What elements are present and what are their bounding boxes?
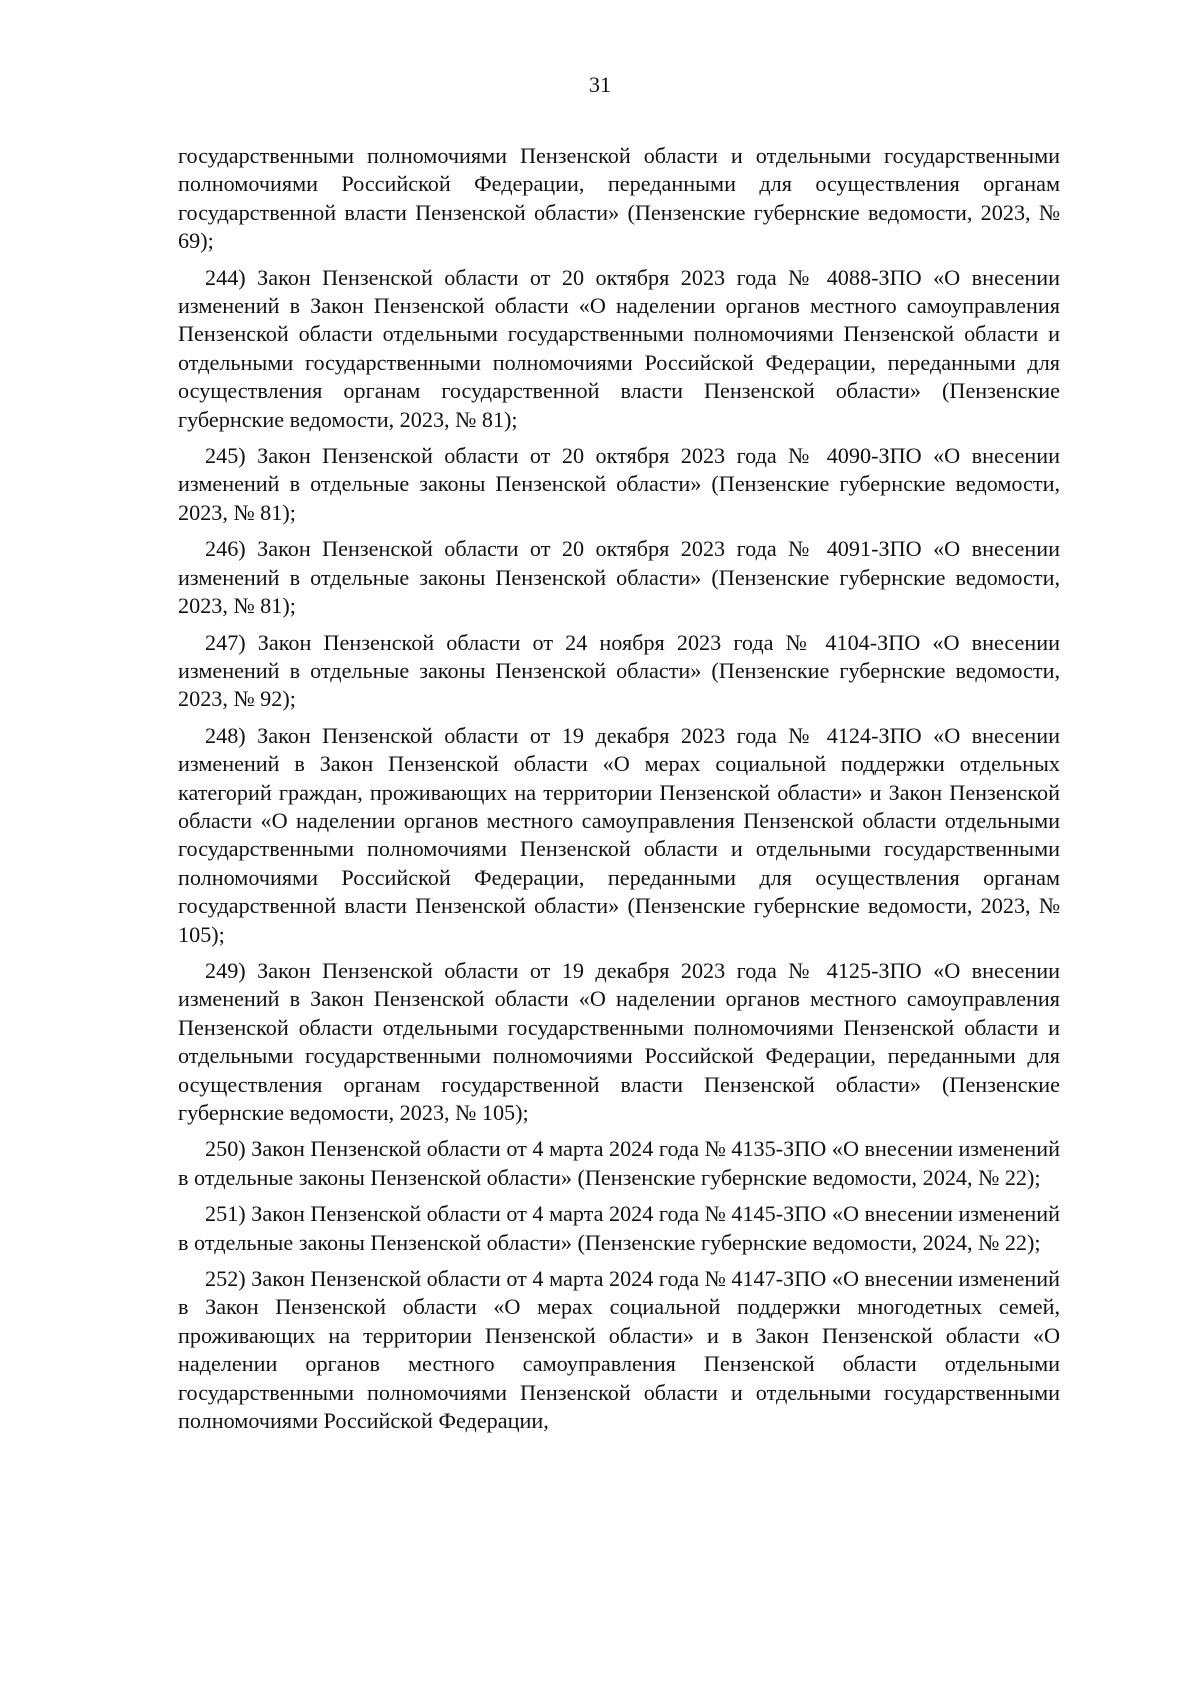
list-item-251: 251) Закон Пензенской области от 4 марта 2024 года № 4145-ЗПО «О внесении изменений в отдельные законы Пензенской области» (Пензенские губернские ведомости, 2024, № 22); xyxy=(178,1201,1060,1255)
list-item-244: 244) Закон Пензенской области от 20 октября 2023 года № 4088-ЗПО «О внесении изменений в Закон Пензенской области «О наделении органов местного самоуправления Пензенской области отдельными государственными полномочиями Пензенской области и отдельными государственными полномочиями Российской Федерации, переданными для осуществления органам государственной власти Пензенской области» (Пензенские губернские ведомости, 2023, № 81); xyxy=(178,264,1060,432)
list-item-247: 247) Закон Пензенской области от 24 ноября 2023 года № 4104-ЗПО «О внесении изменений в отдельные законы Пензенской области» (Пензенские губернские ведомости, 2023, № 92); xyxy=(178,629,1060,712)
list-item-248: 248) Закон Пензенской области от 19 декабря 2023 года № 4124-ЗПО «О внесении изменений в Закон Пензенской области «О мерах социальной поддержки отдельных категорий граждан, проживающих на территории Пензенской области» и Закон Пензенской области «О наделении органов местного самоуправления Пензенской области отдельными государственными полномочиями Пензенской области и отдельными государственными полномочиями Российской Федерации, переданными для осуществления органам государственной власти Пензенской области» (Пензенские губернские ведомости, 2023, № 105); xyxy=(178,722,1060,947)
list-item-249: 249) Закон Пензенской области от 19 декабря 2023 года № 4125-ЗПО «О внесении изменений в Закон Пензенской области «О наделении органов местного самоуправления Пензенской области отдельными государственными полномочиями Пензенской области и отдельными государственными полномочиями Российской Федерации, переданными для осуществления органам государственной власти Пензенской области» (Пензенские губернские ведомости, 2023, № 105); xyxy=(178,957,1060,1125)
page-number: 31 xyxy=(589,72,611,97)
document-body xyxy=(178,142,1060,1443)
list-item-250: 250) Закон Пензенской области от 4 марта 2024 года № 4135-ЗПО «О внесении изменений в отдельные законы Пензенской области» (Пензенские губернские ведомости, 2024, № 22); xyxy=(178,1136,1060,1190)
list-item-252: 252) Закон Пензенской области от 4 марта 2024 года № 4147-ЗПО «О внесении изменений в Закон Пензенской области «О мерах социальной поддержки многодетных семей, проживающих на территории Пензенской области» и в Закон Пензенской области «О наделении органов местного самоуправления Пензенской области отдельными государственными полномочиями Пензенской области и отдельными государственными полномочиями Российской Федерации, xyxy=(178,1266,1060,1434)
paragraph-continuation: государственными полномочиями Пензенской области и отдельными государственными полномочиями Российской Федерации, переданными для осуществления органам государственной власти Пензенской области» (Пензенские губернские ведомости, 2023, № 69); xyxy=(178,143,1060,254)
list-item-246: 246) Закон Пензенской области от 20 октября 2023 года № 4091-ЗПО «О внесении изменений в отдельные законы Пензенской области» (Пензенские губернские ведомости, 2023, № 81); xyxy=(178,536,1060,619)
list-item-245: 245) Закон Пензенской области от 20 октября 2023 года № 4090-ЗПО «О внесении изменений в отдельные законы Пензенской области» (Пензенские губернские ведомости, 2023, № 81); xyxy=(178,443,1060,525)
